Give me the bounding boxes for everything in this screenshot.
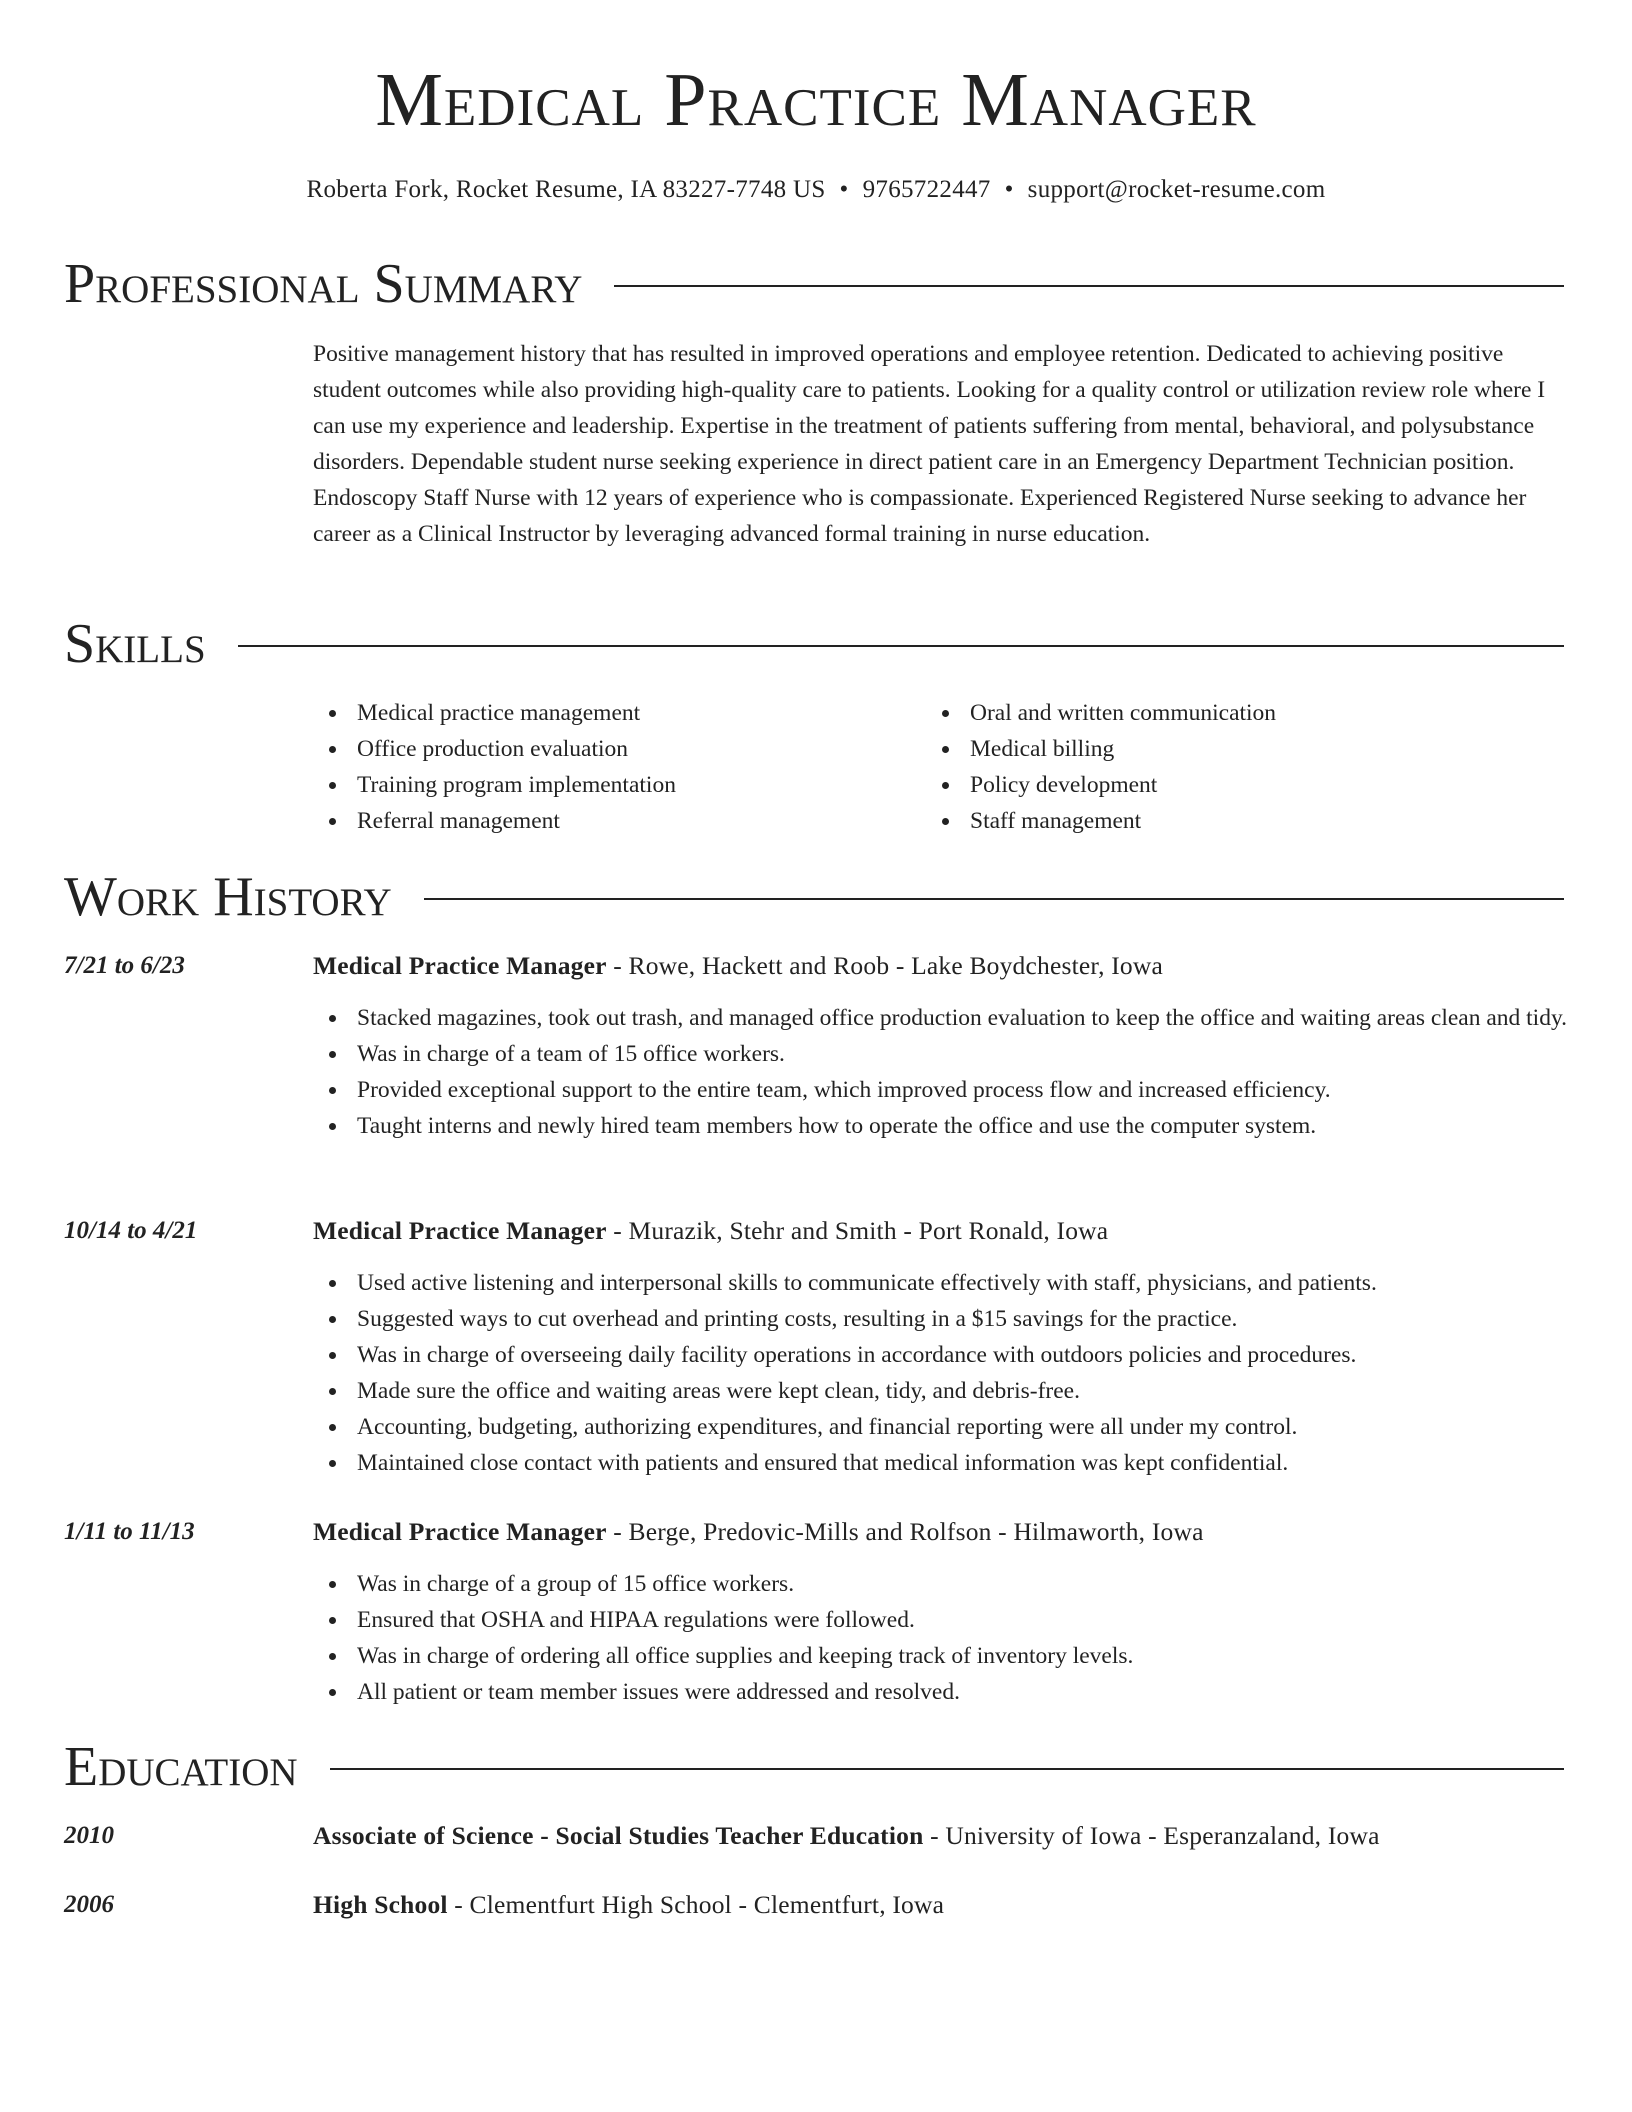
job-title: Medical Practice Manager [313,951,607,980]
education-entry [313,1818,1568,1854]
job-bullet: Stacked magazines, took out trash, and managed office production evaluation to keep the office and waiting areas clean and tidy. [313,1000,1568,1036]
job-header [313,948,1568,984]
job-details: - Rowe, Hackett and Roob - Lake Boydchester, Iowa [606,951,1164,980]
job-bullet: Suggested ways to cut overhead and printing costs, resulting in a $15 savings for the practice. [313,1301,1568,1337]
job-header [313,1514,1568,1550]
section-title-work: Work History [64,866,392,928]
job-title: Medical Practice Manager [313,1517,607,1546]
education-degree: Associate of Science - Social Studies Teacher Education [313,1821,924,1850]
contact-email: support@rocket-resume.com [1027,176,1326,203]
job-bullet: Maintained close contact with patients and ensured that medical information was kept confidential. [313,1445,1568,1481]
separator-dot: • [1004,176,1014,203]
section-divider [424,898,1564,900]
education-degree: High School [313,1890,448,1919]
skill-item: Medical practice management [313,695,913,731]
skill-item: Oral and written communication [926,695,1566,731]
job-bullet: Was in charge of a team of 15 office workers. [313,1036,1568,1072]
section-divider [238,645,1564,647]
section-title-summary: Professional Summary [64,253,583,315]
section-divider [614,285,1564,287]
summary-text: Positive management history that has resulted in improved operations and employee retention. Dedicated to achieving positive student outcomes while also providing high-quality care to patients. Looking for a quality control or utilization review role where I can use my experience and leadership. Expertise in the treatment of patients suffering from mental, behavioral, and polysubstance disorders. Dependable student nurse seeking experience in direct patient care in an Emergency Department Technician position. Endoscopy Staff Nurse with 12 years of experience who is compassionate. Experienced Registered Nurse seeking to advance her career as a Clinical Instructor by leveraging advanced formal training in nurse education. [313,341,1546,547]
section-header-work [64,867,1564,927]
skill-item: Office production evaluation [313,731,913,767]
job-dates: 10/14 to 4/21 [64,1217,198,1244]
job-bullet: Was in charge of overseeing daily facility operations in accordance with outdoors policies and procedures. [313,1337,1568,1373]
job-dates: 7/21 to 6/23 [64,952,185,979]
education-details: - Clementfurt High School - Clementfurt, Iowa [447,1890,945,1919]
job-bullet: Used active listening and interpersonal skills to communicate effectively with staff, physicians, and patients. [313,1265,1568,1301]
education-year: 2006 [64,1891,114,1918]
job-bullet: Taught interns and newly hired team members how to operate the office and use the computer system. [313,1108,1568,1144]
job-title: Medical Practice Manager [313,1216,607,1245]
section-header-summary [64,254,1564,314]
education-entry [313,1887,1568,1923]
job-bullet: Made sure the office and waiting areas were kept clean, tidy, and debris-free. [313,1373,1568,1409]
skill-item: Policy development [926,767,1566,803]
skills-list-right [926,695,1566,839]
skill-item: Referral management [313,803,913,839]
section-title-education: Education [64,1736,298,1798]
section-header-education [64,1737,1564,1797]
contact-line [0,174,1632,206]
job-bullet: All patient or team member issues were addressed and resolved. [313,1674,1568,1710]
job-bullet: Provided exceptional support to the entire team, which improved process flow and increased efficiency. [313,1072,1568,1108]
skills-list-left [313,695,913,839]
job-details: - Berge, Predovic-Mills and Rolfson - Hilmaworth, Iowa [606,1517,1204,1546]
education-details: - University of Iowa - Esperanzaland, Iowa [923,1821,1380,1850]
skill-item: Training program implementation [313,767,913,803]
section-divider [330,1768,1564,1770]
job-bullet: Ensured that OSHA and HIPAA regulations were followed. [313,1602,1568,1638]
section-header-skills [64,614,1564,674]
education-year: 2010 [64,1822,114,1849]
contact-phone: 9765722447 [862,176,991,203]
skill-item: Medical billing [926,731,1566,767]
resume-title: Medical Practice Manager [375,58,1257,142]
separator-dot: • [839,176,849,203]
job-bullet: Accounting, budgeting, authorizing expenditures, and financial reporting were all under my control. [313,1409,1568,1445]
job-bullet: Was in charge of ordering all office supplies and keeping track of inventory levels. [313,1638,1568,1674]
job-bullets [313,1566,1568,1710]
job-details: - Murazik, Stehr and Smith - Port Ronald, Iowa [606,1216,1109,1245]
contact-address: Roberta Fork, Rocket Resume, IA 83227-7748 US [306,176,826,203]
job-header [313,1213,1568,1249]
job-bullets [313,1265,1568,1481]
section-title-skills: Skills [64,613,206,675]
job-bullets [313,1000,1568,1144]
job-bullet: Was in charge of a group of 15 office workers. [313,1566,1568,1602]
skill-item: Staff management [926,803,1566,839]
job-dates: 1/11 to 11/13 [64,1518,195,1545]
